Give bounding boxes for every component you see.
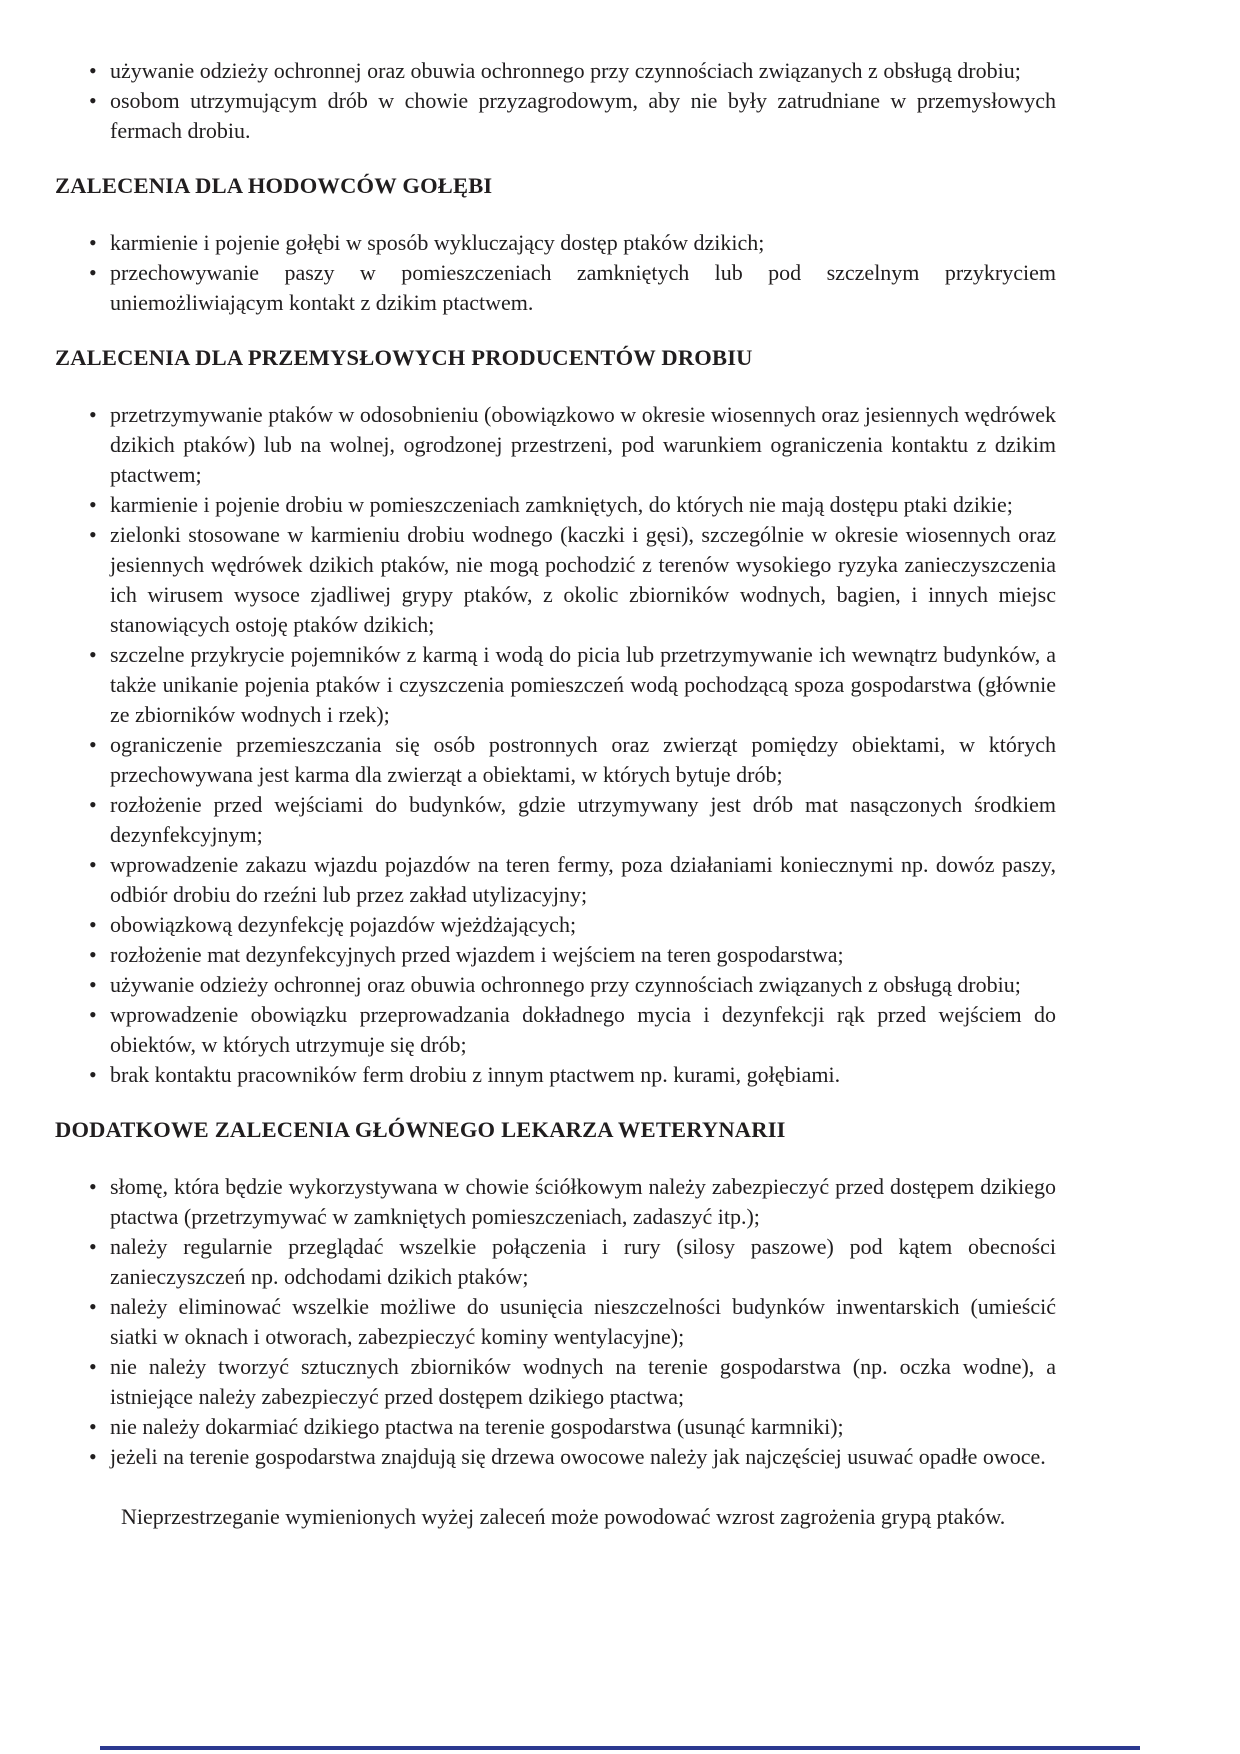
list-item: • przechowywanie paszy w pomieszczeniach zamkniętych lub pod szczelnym przykryciem uniemożliwiającym kontakt z dzikim ptactwem. [55,258,1056,318]
intro-bullets-container [55,56,1056,146]
list-item: • rozłożenie przed wejściami do budynków, gdzie utrzymywany jest drób mat nasączonych środkiem dezynfekcyjnym; [55,790,1056,850]
section-heading: ZALECENIA DLA PRZEMYSŁOWYCH PRODUCENTÓW DROBIU [55,345,753,370]
bullet-list [55,56,1056,146]
list-item: • nie należy dokarmiać dzikiego ptactwa na terenie gospodarstwa (usunąć karmniki); [55,1412,1056,1442]
list-item: • rozłożenie mat dezynfekcyjnych przed wjazdem i wejściem na teren gospodarstwa; [55,940,1056,970]
document-section [55,1115,1056,1472]
list-item: • przetrzymywanie ptaków w odosobnieniu (obowiązkowo w okresie wiosennych oraz jesiennych wędrówek dzikich ptaków) lub na wolnej, ogrodzonej przestrzeni, pod warunkiem ograniczenia kontaktu z dzikim ptactwem; [55,400,1056,490]
section-heading: DODATKOWE ZALECENIA GŁÓWNEGO LEKARZA WETERYNARII [55,1117,786,1142]
list-item: • wprowadzenie obowiązku przeprowadzania dokładnego mycia i dezynfekcji rąk przed wejściem do obiektów, w których utrzymuje się drób; [55,1000,1056,1060]
document-section [55,171,1056,318]
list-item: • słomę, która będzie wykorzystywana w chowie ściółkowym należy zabezpieczyć przed dostępem dzikiego ptactwa (przetrzymywać w zamkniętych pomieszczeniach, zadaszyć itp.); [55,1172,1056,1232]
list-item: • wprowadzenie zakazu wjazdu pojazdów na teren fermy, poza działaniami koniecznymi np. dowóz paszy, odbiór drobiu do rzeźni lub przez zakład utylizacyjny; [55,850,1056,910]
sections [55,171,1056,1472]
list-item: • osobom utrzymującym drób w chowie przyzagrodowym, aby nie były zatrudniane w przemysłowych fermach drobiu. [55,86,1056,146]
list-item: • używanie odzieży ochronnej oraz obuwia ochronnego przy czynnościach związanych z obsługą drobiu; [55,56,1056,86]
closing-paragraph: Nieprzestrzeganie wymienionych wyżej zaleceń może powodować wzrost zagrożenia grypą ptaków. [121,1504,1006,1529]
list-item: • obowiązkową dezynfekcję pojazdów wjeżdżających; [55,910,1056,940]
bullet-list [55,400,1056,1090]
list-item: • nie należy tworzyć sztucznych zbiorników wodnych na terenie gospodarstwa (np. oczka wodne), a istniejące należy zabezpieczyć przed dostępem dzikiego ptactwa; [55,1352,1056,1412]
list-item: • ograniczenie przemieszczania się osób postronnych oraz zwierząt pomiędzy obiektami, w których przechowywana jest karma dla zwierząt a obiektami, w których bytuje drób; [55,730,1056,790]
list-item: • należy eliminować wszelkie możliwe do usunięcia nieszczelności budynków inwentarskich (umieścić siatki w oknach i otworach, zabezpieczyć kominy wentylacyjne); [55,1292,1056,1352]
bullet-list [55,228,1056,318]
list-item: • zielonki stosowane w karmieniu drobiu wodnego (kaczki i gęsi), szczególnie w okresie wiosennych oraz jesiennych wędrówek dzikich ptaków, nie mogą pochodzić z terenów wysokiego ryzyka zanieczyszczenia ich wirusem wysoce zjadliwej grypy ptaków, z okolic zbiorników wodnych, bagien, i innych miejsc stanowiących ostoję ptaków dzikich; [55,520,1056,640]
bullet-list [55,1172,1056,1472]
section-heading: ZALECENIA DLA HODOWCÓW GOŁĘBI [55,173,493,198]
footer-rule [100,1746,1140,1750]
list-item: • jeżeli na terenie gospodarstwa znajdują się drzewa owocowe należy jak najczęściej usuwać opadłe owoce. [55,1442,1056,1472]
list-item: • używanie odzieży ochronnej oraz obuwia ochronnego przy czynnościach związanych z obsługą drobiu; [55,970,1056,1000]
list-item: • należy regularnie przeglądać wszelkie połączenia i rury (silosy paszowe) pod kątem obecności zanieczyszczeń np. odchodami dzikich ptaków; [55,1232,1056,1292]
document-section [55,343,1056,1090]
list-item: • brak kontaktu pracowników ferm drobiu z innym ptactwem np. kurami, gołębiami. [55,1060,1056,1090]
list-item: • karmienie i pojenie drobiu w pomieszczeniach zamkniętych, do których nie mają dostępu ptaki dzikie; [55,490,1056,520]
list-item: • szczelne przykrycie pojemników z karmą i wodą do picia lub przetrzymywanie ich wewnątrz budynków, a także unikanie pojenia ptaków i czyszczenia pomieszczeń wodą pochodzącą spoza gospodarstwa (głównie ze zbiorników wodnych i rzek); [55,640,1056,730]
list-item: • karmienie i pojenie gołębi w sposób wykluczający dostęp ptaków dzikich; [55,228,1056,258]
